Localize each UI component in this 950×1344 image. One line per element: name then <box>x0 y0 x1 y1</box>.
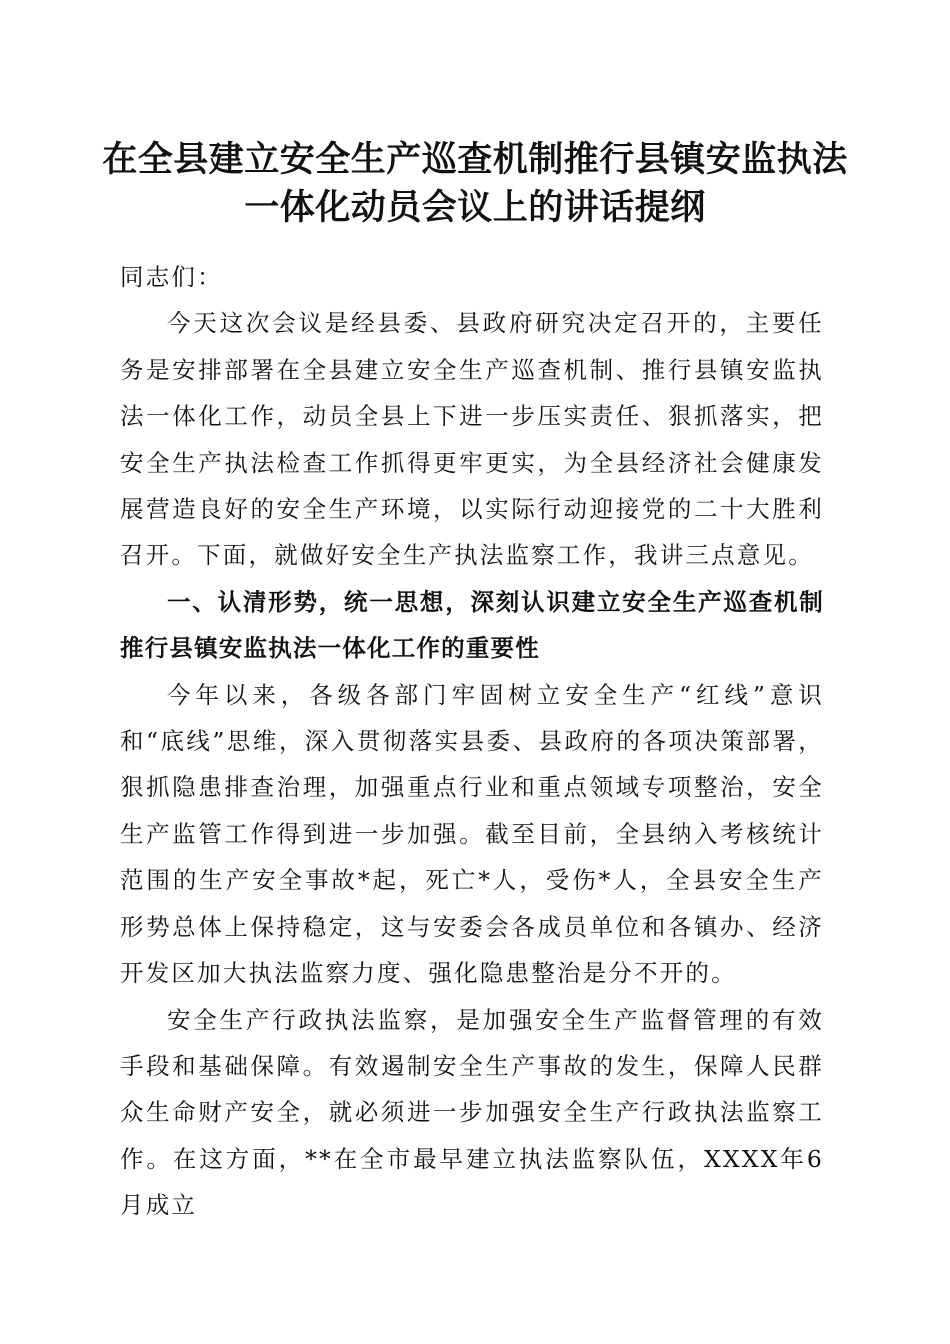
document-body <box>120 254 824 1229</box>
section1-paragraph-2: 安全生产行政执法监察，是加强安全生产监督管理的有效手段和基础保障。有效遏制安全生产事故的发生，保障人民群众生命财产安全，就必须进一步加强安全生产行政执法监察工作。在这方面，**在全市最早建立执法监察队伍，XXXX年6月成立 <box>120 1005 824 1220</box>
salutation: 同志们： <box>120 263 223 291</box>
section1-paragraph-1: 今年以来，各级各部门牢固树立安全生产“红线”意识和“底线”思维，深入贯彻落实县委、县政府的各项决策部署，狠抓隐患排查治理，加强重点行业和重点领域专项整治，安全生产监管工作得到进一步加强。截至目前，全县纳入考核统计范围的生产安全事故*起，死亡*人，受伤*人，全县安全生产形势总体上保持稳定，这与安委会各成员单位和各镇办、经济开发区加大执法监察力度、强化隐患整治是分不开的。 <box>120 680 824 988</box>
intro-paragraph: 今天这次会议是经县委、县政府研究决定召开的，主要任务是安排部署在全县建立安全生产巡查机制、推行县镇安监执法一体化工作，动员全县上下进一步压实责任、狠抓落实，把安全生产执法检查工作抓得更牢更实，为全县经济社会健康发展营造良好的安全生产环境，以实际行动迎接党的二十大胜利召开。下面，就做好安全生产执法监察工作，我讲三点意见。 <box>120 309 824 570</box>
section-heading-1: 一、认清形势，统一思想，深刻认识建立安全生产巡查机制推行县镇安监执法一体化工作的重要性 <box>120 587 824 663</box>
document-title: 在全县建立安全生产巡查机制推行县镇安监执法一体化动员会议上的讲话提纲 <box>102 139 848 228</box>
